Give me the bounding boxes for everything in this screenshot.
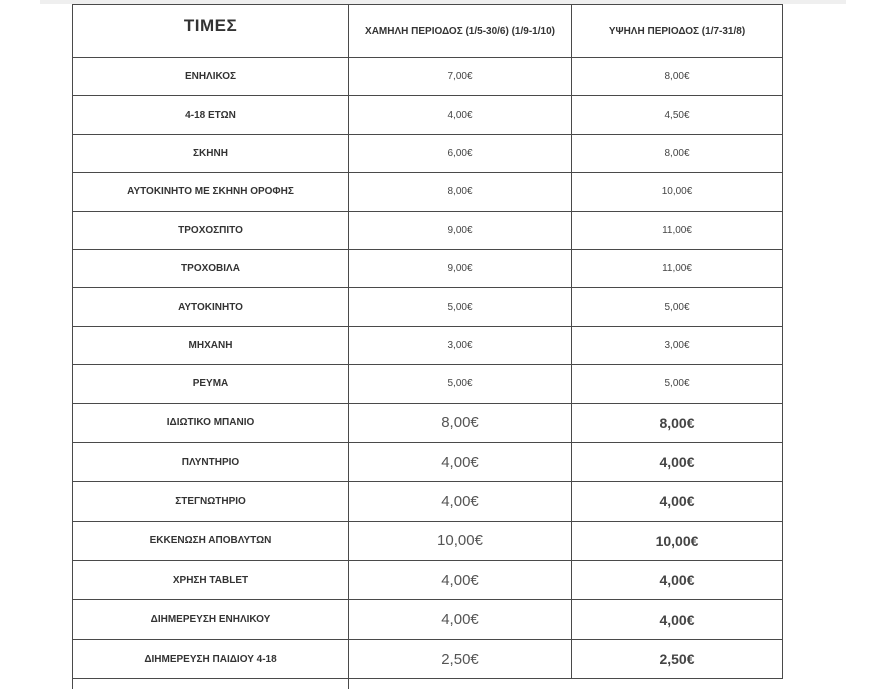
row-label: ΙΔΙΩΤΙΚΟ ΜΠΑΝΙΟ [73,403,349,442]
row-label: ΑΥΤΟΚΙΝΗΤΟ [73,288,349,326]
high-season-price: 5,00€ [572,288,783,326]
low-season-price: 9,00€ [349,249,572,287]
empty-cell [73,679,349,689]
high-season-price: 11,00€ [572,249,783,287]
high-season-price: 8,00€ [572,58,783,96]
row-label: ΕΚΚΕΝΩΣΗ ΑΠΟΒΛΥΤΩΝ [73,521,349,560]
table-row [73,134,783,172]
row-label: ΜΗΧΑΝΗ [73,326,349,364]
high-season-price: 4,00€ [572,600,783,639]
high-season-price: 8,00€ [572,134,783,172]
table-row [73,58,783,96]
table-row [73,365,783,403]
low-season-price: 7,00€ [349,58,572,96]
row-label: ΤΡΟΧΟΒΙΛΑ [73,249,349,287]
high-season-price: 5,00€ [572,365,783,403]
row-label: ΠΛΥΝΤΗΡΙΟ [73,442,349,481]
table-title: ΤΙΜΕΣ [73,5,349,58]
high-season-price: 10,00€ [572,173,783,211]
low-season-price: 4,00€ [349,482,572,521]
table-row [73,326,783,364]
row-label: ΕΝΗΛΙΚΟΣ [73,58,349,96]
row-label: ΧΡΗΣΗ TABLET [73,561,349,600]
high-season-price: 4,00€ [572,442,783,481]
low-season-price: 4,00€ [349,442,572,481]
row-label: ΑΥΤΟΚΙΝΗΤΟ ΜΕ ΣΚΗΝΗ ΟΡΟΦΗΣ [73,173,349,211]
table-row [73,442,783,481]
high-season-header: ΥΨΗΛΗ ΠΕΡΙΟΔΟΣ (1/7-31/8) [572,5,783,58]
table-row [73,211,783,249]
low-season-header: ΧΑΜΗΛΗ ΠΕΡΙΟΔΟΣ (1/5-30/6) (1/9-1/10) [349,5,572,58]
table-row-partial [73,679,783,689]
low-season-price: 3,00€ [349,326,572,364]
row-label: ΤΡΟΧΟΣΠΙΤΟ [73,211,349,249]
high-season-price: 11,00€ [572,211,783,249]
low-season-price: 8,00€ [349,403,572,442]
high-season-price: 10,00€ [572,521,783,560]
low-season-price: 8,00€ [349,173,572,211]
low-season-price: 5,00€ [349,288,572,326]
high-season-price: 4,00€ [572,561,783,600]
table-row [73,521,783,560]
price-table [72,4,783,689]
table-row [73,96,783,134]
empty-cell [572,679,783,689]
row-label: ΣΚΗΝΗ [73,134,349,172]
table-row [73,288,783,326]
high-season-price: 8,00€ [572,403,783,442]
high-season-price: 2,50€ [572,639,783,678]
row-label: 4-18 ΕΤΩΝ [73,96,349,134]
table-row [73,403,783,442]
low-season-price: 6,00€ [349,134,572,172]
table-row [73,173,783,211]
high-season-price: 4,50€ [572,96,783,134]
row-label: ΔΙΗΜΕΡΕΥΣΗ ΕΝΗΛΙΚΟΥ [73,600,349,639]
high-season-price: 4,00€ [572,482,783,521]
low-season-price: 5,00€ [349,365,572,403]
table-row [73,482,783,521]
table-row [73,561,783,600]
high-season-price: 3,00€ [572,326,783,364]
table-row [73,600,783,639]
low-season-price: 10,00€ [349,521,572,560]
low-season-price: 2,50€ [349,639,572,678]
row-label: ΔΙΗΜΕΡΕΥΣΗ ΠΑΙΔΙΟΥ 4-18 [73,639,349,678]
low-season-price: 4,00€ [349,600,572,639]
low-season-price: 4,00€ [349,561,572,600]
table-row [73,249,783,287]
low-season-price: 9,00€ [349,211,572,249]
row-label: ΡΕΥΜΑ [73,365,349,403]
row-label: ΣΤΕΓΝΩΤΗΡΙΟ [73,482,349,521]
low-season-price: 4,00€ [349,96,572,134]
empty-cell [349,679,572,689]
header-row [73,5,783,58]
